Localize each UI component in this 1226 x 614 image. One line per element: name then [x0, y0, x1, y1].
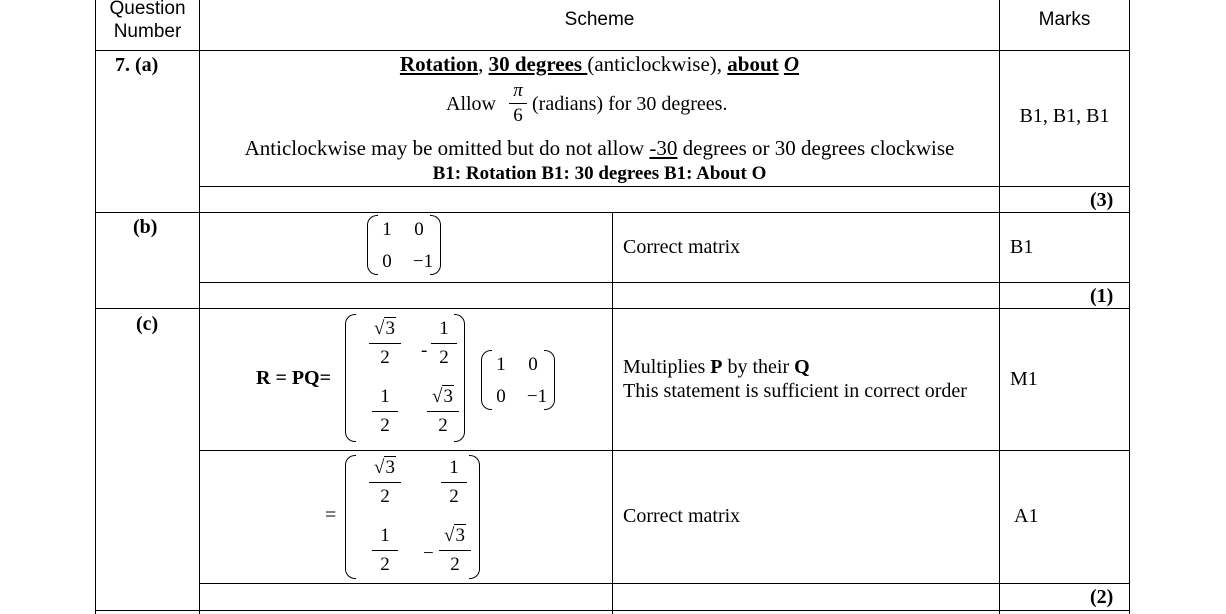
- column-header-marks: Marks: [1038, 9, 1091, 30]
- total-marks-b: (1): [1090, 285, 1114, 307]
- comment-b: Correct matrix: [623, 236, 741, 258]
- total-marks-c: (2): [1090, 586, 1114, 608]
- reflection-matrix-q: 1 0 0 −1: [481, 350, 555, 410]
- about-text: about: [727, 52, 779, 76]
- comment-c-order: This statement is sufficient in correct order: [623, 380, 967, 402]
- marking-summary: B1: Rotation B1: 30 degrees B1: About O: [432, 163, 767, 184]
- pi-over-6-fraction: π 6: [507, 80, 529, 127]
- comment-c-correct-matrix: Correct matrix: [623, 505, 741, 527]
- total-marks-7a: (3): [1090, 189, 1114, 211]
- rotation-text: Rotation: [399, 52, 479, 76]
- question-label-7a: 7. (a): [115, 54, 159, 76]
- marks-b: B1: [1010, 236, 1034, 258]
- reflection-matrix: 1 0 0 −1: [367, 215, 441, 275]
- column-header-scheme: Scheme: [564, 9, 635, 30]
- allow-suffix: (radians) for 30 degrees.: [532, 93, 728, 115]
- marks-a1: A1: [1014, 505, 1039, 527]
- column-header-question-number: Question Number: [109, 0, 186, 42]
- comma-text: ,: [478, 52, 484, 76]
- origin-o-text: O: [783, 52, 800, 76]
- question-label-b: (b): [133, 216, 158, 238]
- anticlockwise-text: (anticlockwise),: [587, 52, 723, 76]
- allow-line: [446, 93, 496, 116]
- allow-prefix: Allow: [446, 93, 496, 115]
- r-equals-pq: R = PQ=: [256, 367, 332, 389]
- comment-c-multiplies: Multiplies P by their Q: [623, 356, 810, 378]
- marks-7a: B1, B1, B1: [1019, 105, 1110, 127]
- equals-sign: =: [325, 504, 337, 526]
- degrees-text: 30 degrees: [488, 52, 588, 76]
- marks-m1: M1: [1010, 368, 1038, 390]
- anticlockwise-note: Anticlockwise may be omitted but do not allow -30 degrees or 30 degrees clockwise: [244, 136, 955, 160]
- question-label-c: (c): [136, 313, 159, 335]
- scheme-line-rotation: [200, 52, 999, 77]
- result-matrix-r: √3 2 1 2 1 2 − √3 2: [345, 455, 480, 579]
- rotation-matrix-p: √3 2 - 1 2 1 2 √3 2: [345, 314, 465, 442]
